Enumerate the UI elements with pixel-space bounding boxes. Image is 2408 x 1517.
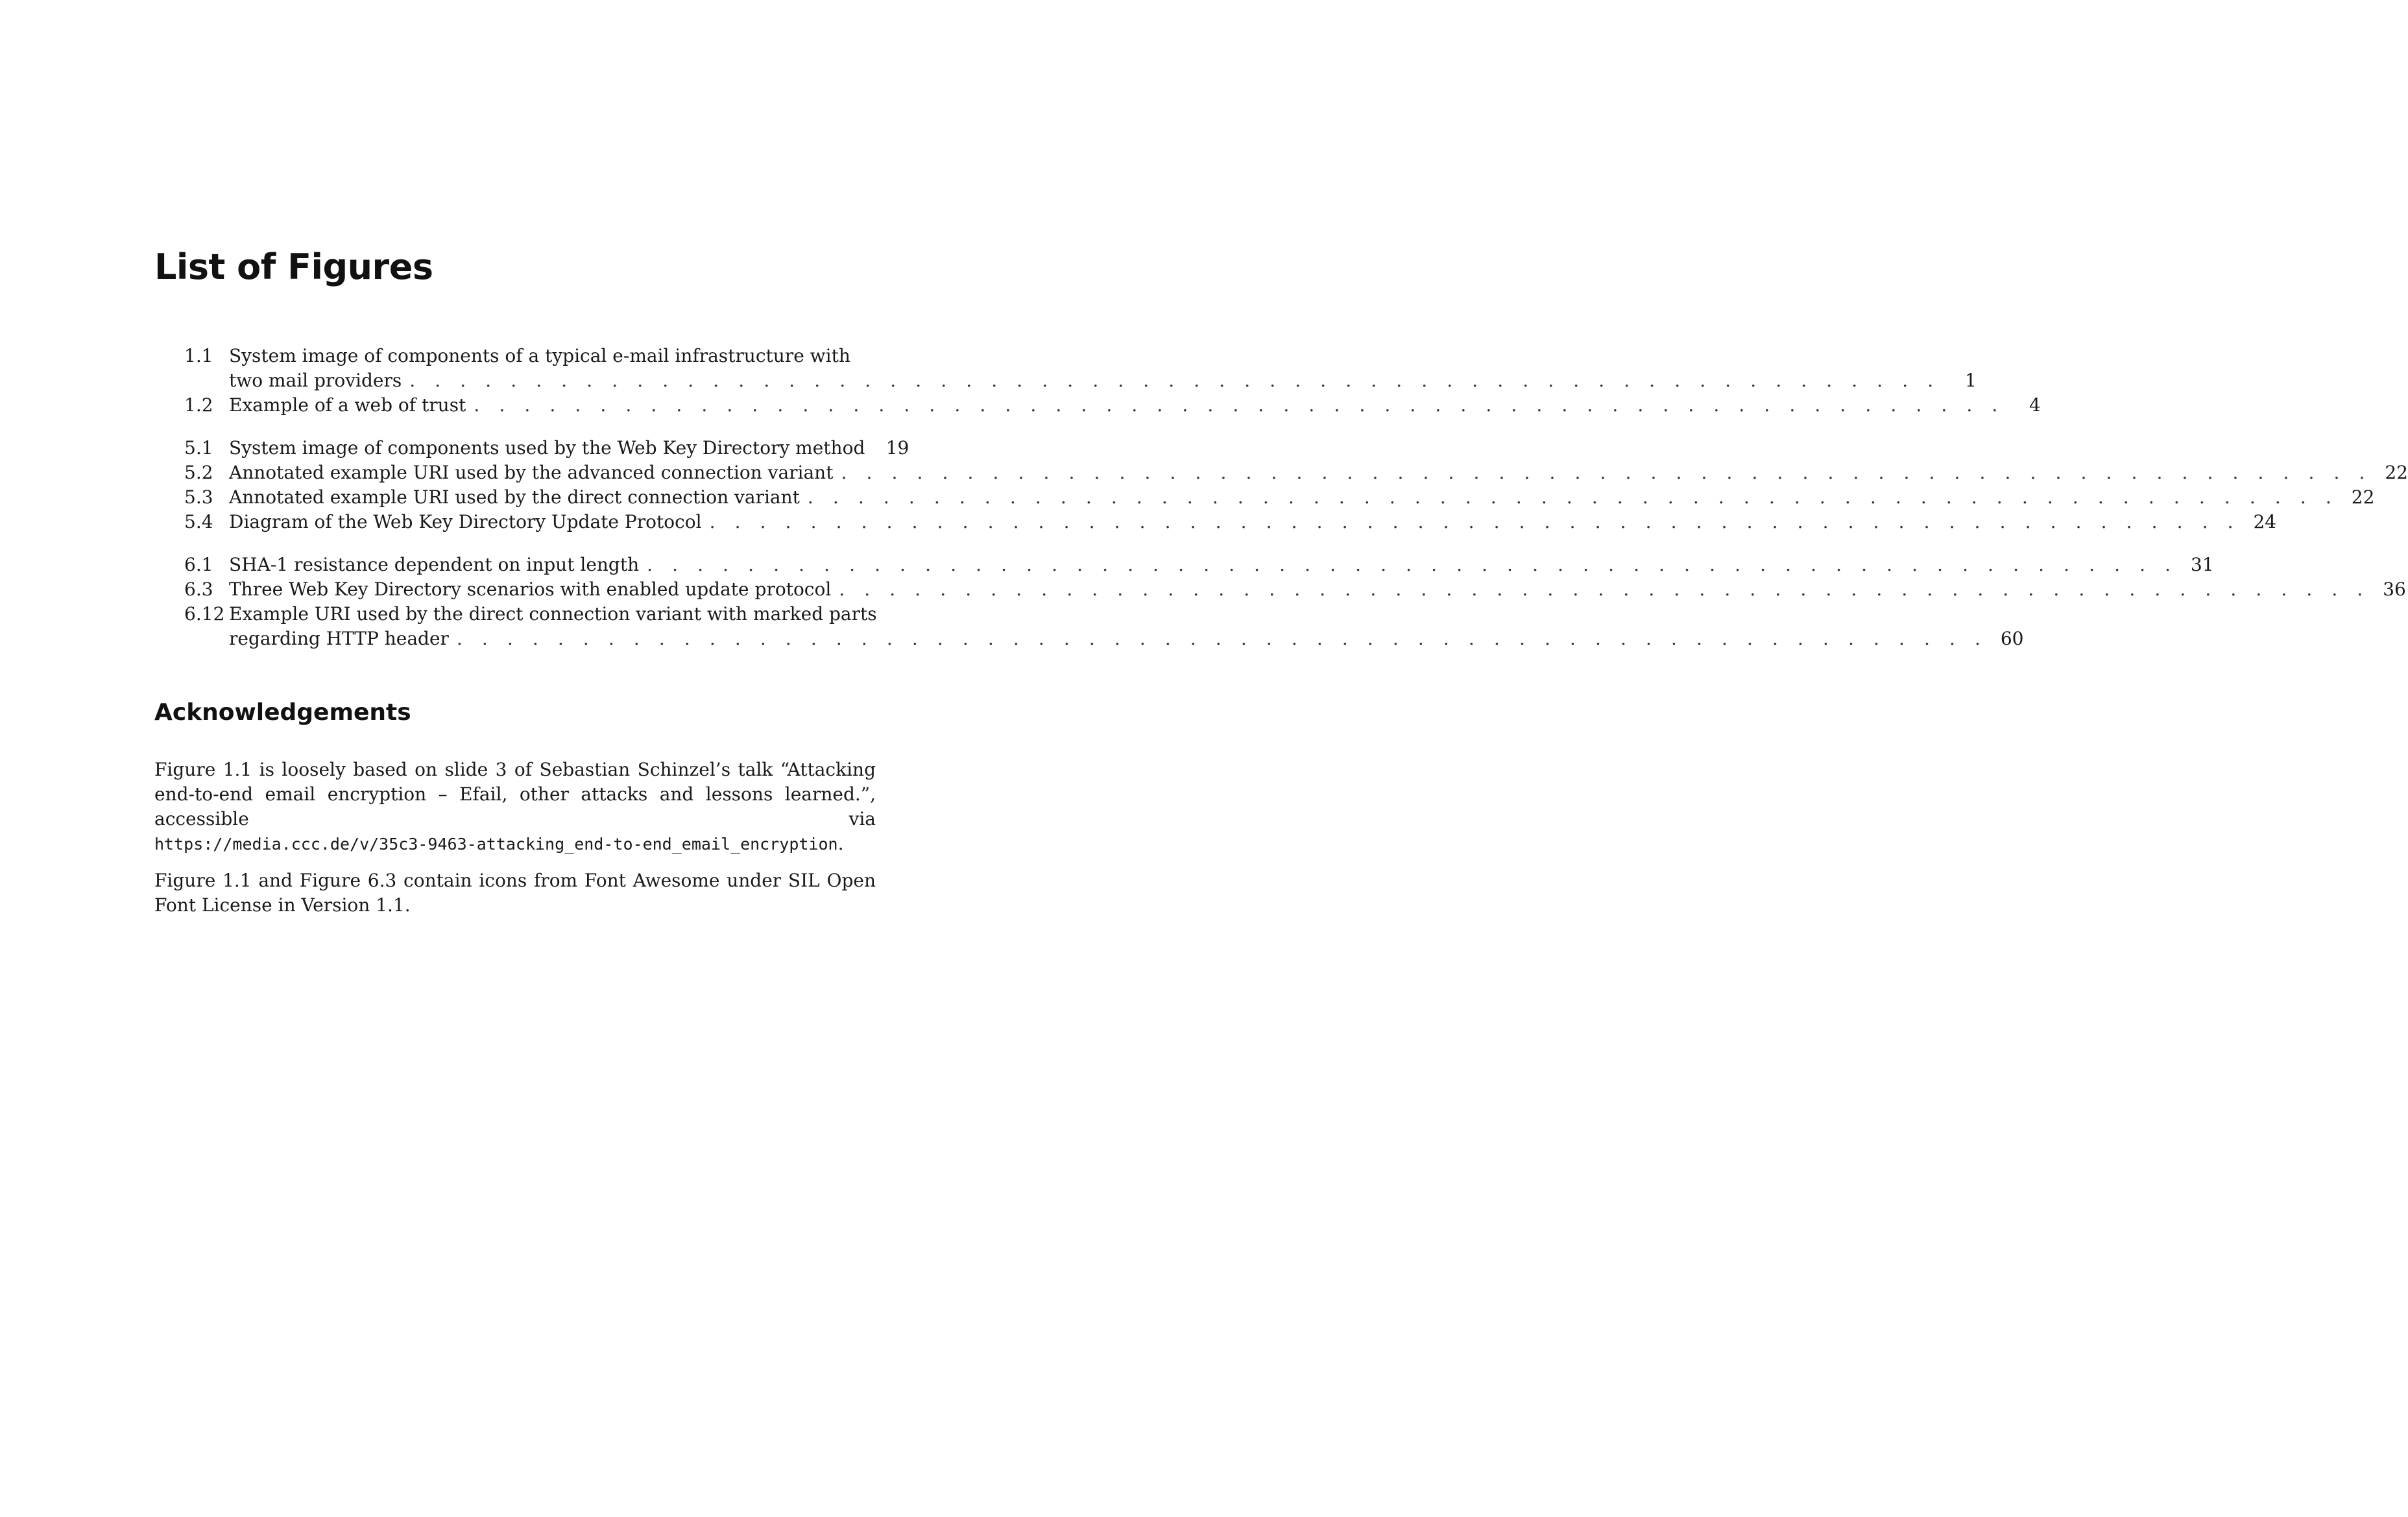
dot-leader: . . . . . . . . . . . . . . . . . . . . . . . . . . . . . . . . . . . . . . . . . . . . . . . . . . . . . . . . . . . . .: [456, 628, 1988, 649]
figure-number: 5.3: [184, 486, 213, 508]
figure-caption-line: [229, 393, 2041, 418]
figure-caption-line: [229, 368, 1977, 393]
figure-entry-6-1[interactable]: [154, 553, 2214, 577]
figure-entry-1-2[interactable]: [154, 393, 2041, 418]
figure-caption-line: [229, 627, 2023, 651]
figure-caption-continued: two mail providers: [229, 370, 402, 391]
figure-caption: Three Web Key Directory scenarios with enabled update protocol: [229, 579, 832, 600]
figure-entry-6-12[interactable]: [154, 602, 2024, 651]
figure-caption: Example URI used by the direct connection variant with marked parts: [229, 603, 877, 625]
acknowledgements-paragraph-2: Figure 1.1 and Figure 6.3 contain icons from Font Awesome under SIL Open Font License in Version 1.1.: [154, 870, 876, 916]
figure-number: 6.1: [184, 554, 213, 575]
figure-number: 1.2: [184, 394, 213, 416]
figure-entry-6-3[interactable]: [154, 577, 2406, 602]
figure-caption: Annotated example URI used by the advanced connection variant: [229, 462, 834, 483]
figure-page-number: 24: [2253, 511, 2277, 532]
figure-page-number: 22: [2351, 486, 2375, 508]
figure-number: 6.3: [184, 579, 213, 600]
figure-caption: System image of components of a typical e-mail infrastructure with: [229, 345, 850, 366]
list-of-figures: [154, 344, 2408, 669]
figure-entry-body: [229, 553, 2214, 577]
figure-group-chapter-6: [154, 553, 2406, 651]
figure-caption-continued: regarding HTTP header: [229, 628, 449, 649]
dot-leader: . . . . . . . . . . . . . . . . . . . . . . . . . . . . . . . . . . . . . . . . . . . . . . . . . . . . . . . . . . . . .: [647, 554, 2178, 575]
figure-page-number: 22: [2385, 462, 2408, 483]
figure-caption: SHA-1 resistance dependent on input length: [229, 554, 640, 575]
figure-entry-body: [229, 344, 1977, 393]
figure-number: 1.1: [184, 345, 213, 366]
dot-leader: . . . . . . . . . . . . . . . . . . . . . . . . . . . . . . . . . . . . . . . . . . . . . . . . . . . . . . . . . . . . .: [807, 486, 2339, 508]
figure-caption-line: [229, 460, 2408, 485]
figure-entry-body: [229, 460, 2408, 485]
figure-entry-body: [229, 577, 2406, 602]
dot-leader: . . . . . . . . . . . . . . . . . . . . . . . . . . . . . . . . . . . . . . . . . . . . . . . . . . . . . . . . . . . . .: [841, 462, 2372, 483]
figure-number: 5.1: [184, 437, 213, 459]
figure-entry-body: [229, 485, 2374, 510]
figure-group-chapter-1: [154, 344, 2041, 418]
figure-caption-line: [229, 485, 2374, 510]
paragraph-end: .: [837, 833, 844, 854]
figure-entry-body: [229, 602, 2023, 651]
figure-number: 5.4: [184, 511, 213, 532]
figure-page-number: 31: [2191, 554, 2214, 575]
figure-group-chapter-5: [154, 436, 2408, 534]
dot-leader: . . . . . . . . . . . . . . . . . . . . . . . . . . . . . . . . . . . . . . . . . . . . . . . . . . . . . . . . . . . . .: [474, 394, 2005, 416]
figure-caption: Diagram of the Web Key Directory Update Protocol: [229, 511, 702, 532]
figure-entry-5-2[interactable]: [154, 460, 2408, 485]
figure-caption-line: [229, 602, 2023, 627]
paragraph-text: Figure 1.1 is loosely based on slide 3 of Sebastian Schinzel’s talk “Attacking end-to-end email encryption – Efail, other attacks and lessons learned.”, accessible via: [154, 759, 876, 830]
figure-page-number: 4: [2029, 394, 2041, 416]
figure-page-number: 36: [2383, 579, 2406, 600]
acknowledgements-heading: Acknowledgements: [154, 699, 411, 726]
figure-entry-1-1[interactable]: [154, 344, 1977, 393]
figure-page-number: 60: [2000, 628, 2024, 649]
figure-entry-5-4[interactable]: [154, 510, 2277, 534]
chapter-title: List of Figures: [154, 246, 433, 287]
figure-caption: System image of components used by the Web Key Directory method: [229, 437, 865, 459]
figure-entry-5-1[interactable]: [154, 436, 909, 460]
dot-leader: . . . . . . . . . . . . . . . . . . . . . . . . . . . . . . . . . . . . . . . . . . . . . . . . . . . . . . . . . . . . .: [839, 579, 2370, 600]
figure-page-number: 1: [1964, 370, 1977, 391]
talk-url-link[interactable]: https://media.ccc.de/v/35c3-9463-attacking_end-to-end_email_encryption: [154, 835, 838, 854]
figure-caption: Annotated example URI used by the direct connection variant: [229, 486, 800, 508]
figure-entry-body: [229, 510, 2276, 534]
figure-caption-line: [229, 577, 2406, 602]
figure-entry-5-3[interactable]: [154, 485, 2375, 510]
figure-entry-body: [229, 436, 909, 460]
acknowledgements-body: [154, 758, 876, 929]
dot-leader: . . . . . . . . . . . . . . . . . . . . . . . . . . . . . . . . . . . . . . . . . . . . . . . . . . . . . . . . . . . . .: [409, 370, 1940, 391]
dot-leader: . . . . . . . . . . . . . . . . . . . . . . . . . . . . . . . . . . . . . . . . . . . . . . . . . . . . . . . . . . . . .: [709, 511, 2241, 532]
figure-number: 5.2: [184, 462, 213, 483]
figure-caption-line: [229, 510, 2276, 534]
figure-caption-line: [229, 344, 1977, 368]
figure-page-number: 19: [885, 437, 909, 459]
figure-entry-body: [229, 393, 2041, 418]
figure-caption: Example of a web of trust: [229, 394, 466, 416]
figure-caption-line: [229, 553, 2214, 577]
acknowledgements-paragraph-1: [154, 758, 876, 857]
figure-caption-line: [229, 436, 909, 460]
figure-number: 6.12: [184, 603, 225, 625]
